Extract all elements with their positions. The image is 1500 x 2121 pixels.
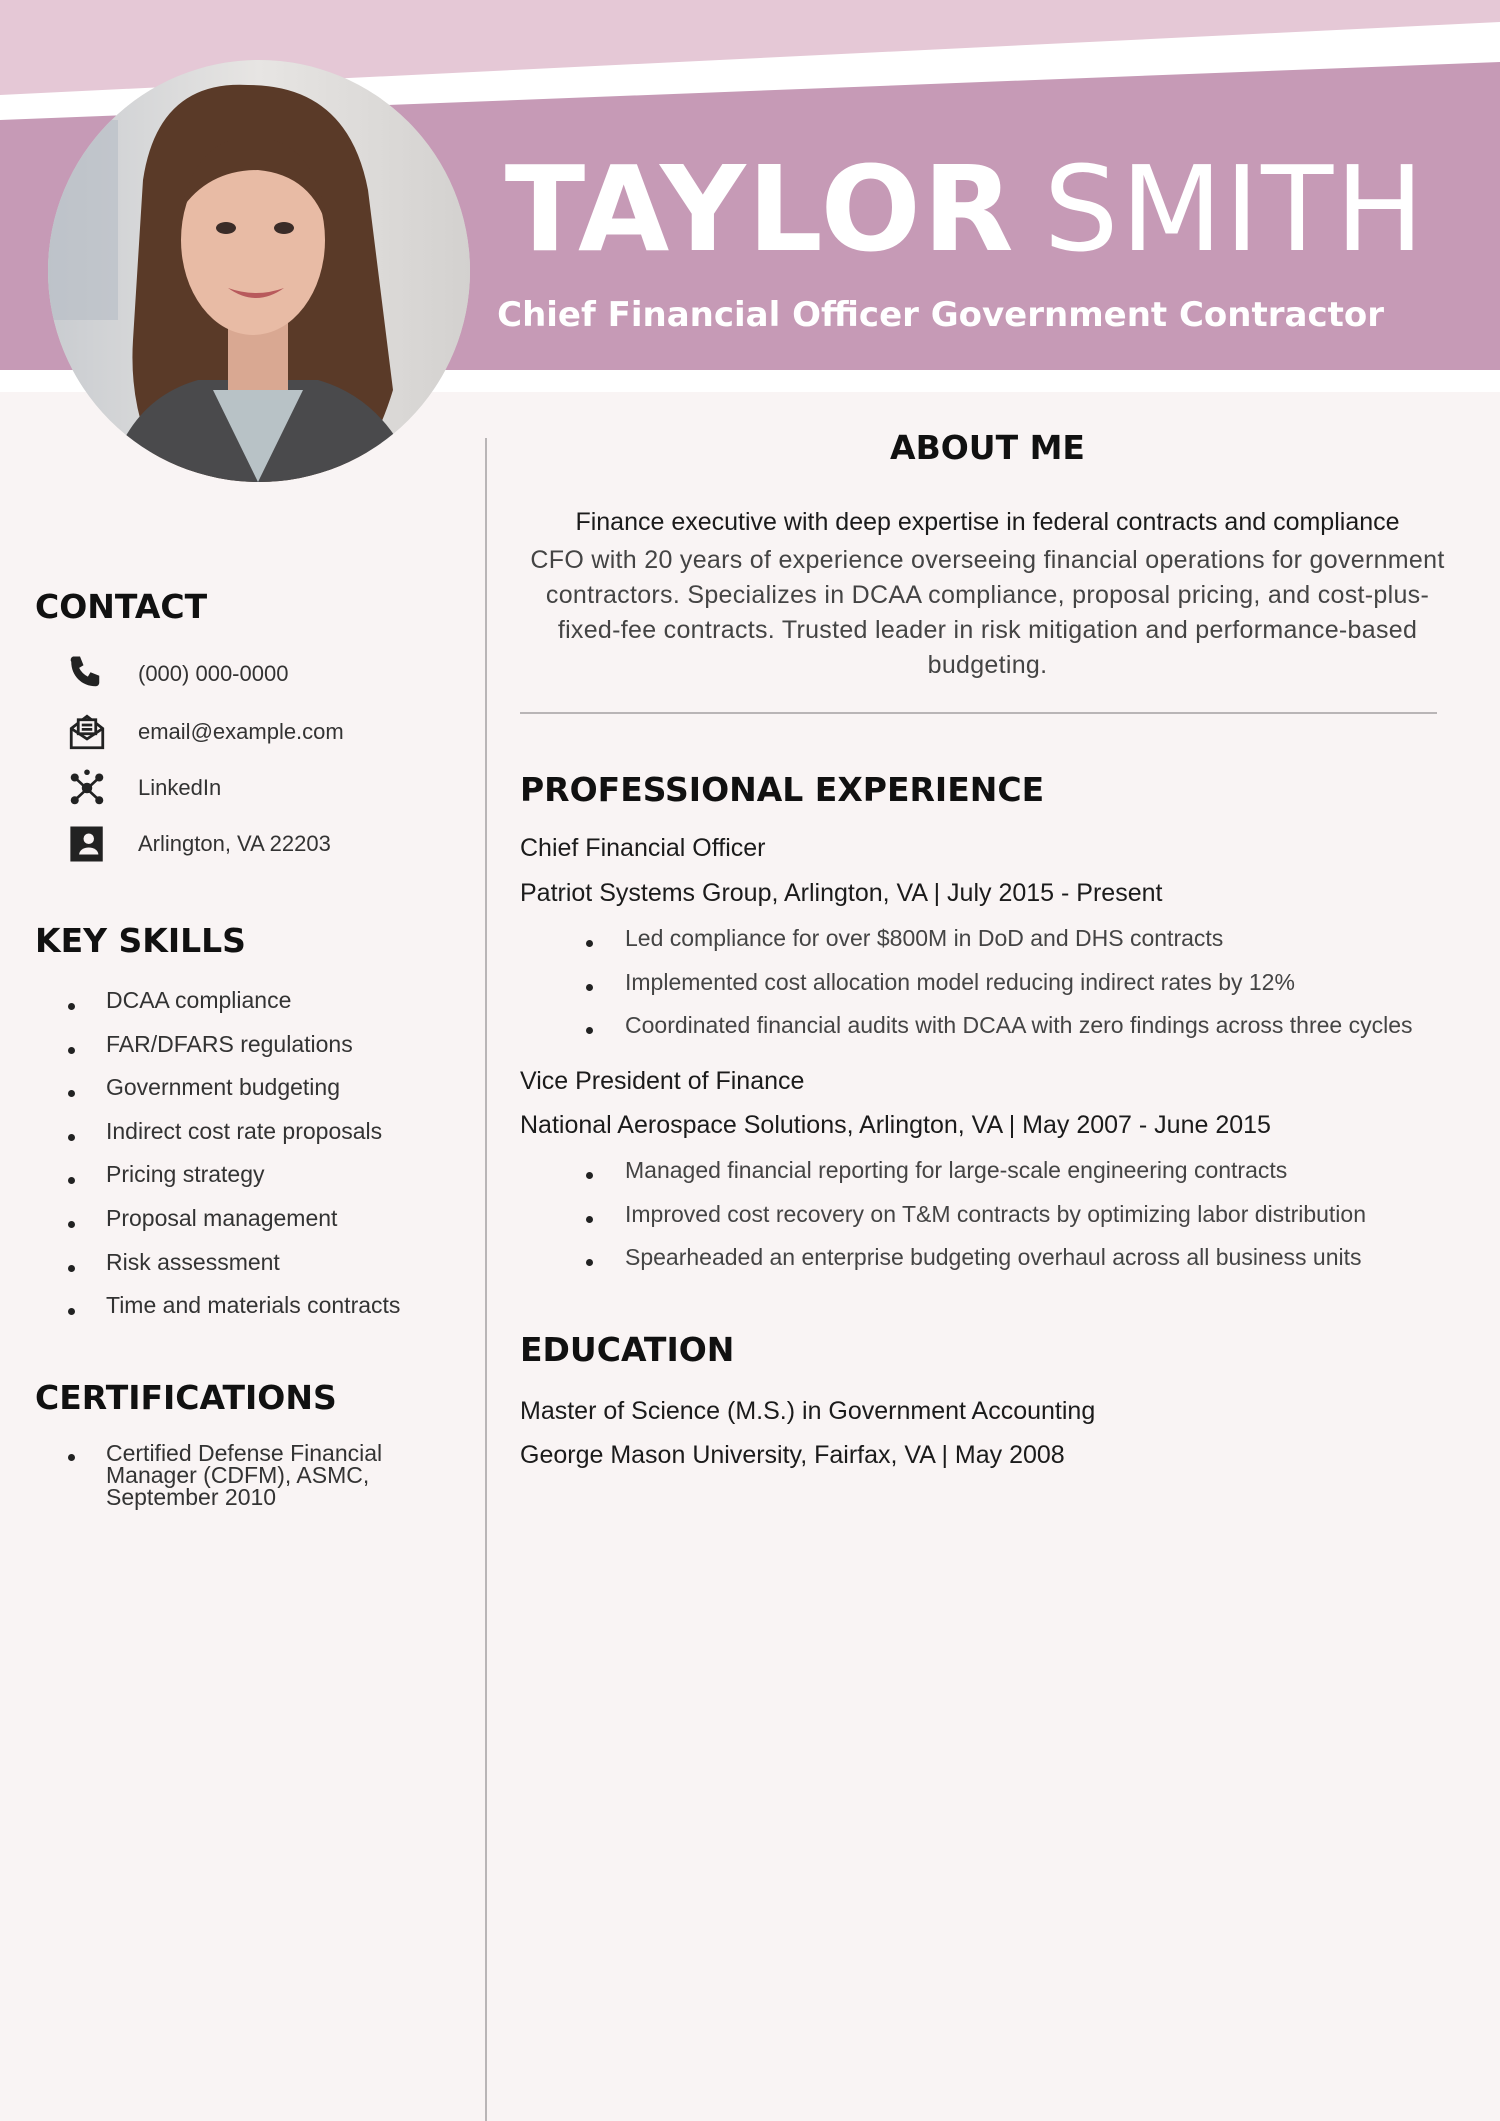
- column-divider: [485, 438, 487, 2121]
- list-item: Managed financial reporting for large-scale engineering contracts: [580, 1158, 1366, 1202]
- list-item: Indirect cost rate proposals: [62, 1119, 400, 1163]
- list-item: FAR/DFARS regulations: [62, 1032, 400, 1076]
- education-heading: EDUCATION: [520, 1330, 735, 1369]
- list-item: DCAA compliance: [62, 988, 400, 1032]
- skills-list: [62, 988, 400, 1337]
- address-book-icon: [64, 822, 110, 866]
- profile-photo: [48, 60, 470, 482]
- certifications-list: [62, 1442, 396, 1508]
- last-name: SMITH: [1043, 140, 1426, 278]
- list-item: Implemented cost allocation model reducing indirect rates by 12%: [580, 970, 1413, 1014]
- list-item: Certified Defense Financial Manager (CDFM), ASMC, September 2010: [62, 1442, 396, 1508]
- contact-linkedin[interactable]: [64, 766, 221, 810]
- contact-address: [64, 822, 331, 866]
- about-heading: ABOUT ME: [890, 428, 1085, 467]
- linkedin-network-icon: [64, 766, 110, 810]
- skills-heading: KEY SKILLS: [35, 921, 246, 960]
- experience-heading: PROFESSIONAL EXPERIENCE: [520, 770, 1045, 809]
- phone-icon: [64, 652, 110, 696]
- list-item: Government budgeting: [62, 1075, 400, 1119]
- job-subtitle: Chief Financial Officer Government Contractor: [497, 295, 1384, 335]
- contact-email: [64, 710, 344, 754]
- job-title: Vice President of Finance: [520, 1067, 805, 1095]
- first-name: TAYLOR: [504, 140, 1016, 278]
- list-item: Coordinated financial audits with DCAA with zero findings across three cycles: [580, 1013, 1413, 1057]
- list-item: Time and materials contracts: [62, 1293, 400, 1337]
- education-school: George Mason University, Fairfax, VA | May 2008: [520, 1441, 1065, 1469]
- job-meta: National Aerospace Solutions, Arlington, VA | May 2007 - June 2015: [520, 1111, 1271, 1139]
- contact-text: Arlington, VA 22203: [138, 831, 331, 856]
- section-divider: [520, 712, 1437, 714]
- contact-text[interactable]: LinkedIn: [138, 775, 222, 800]
- email-icon: [64, 710, 110, 754]
- about-lead: Finance executive with deep expertise in federal contracts and compliance: [575, 508, 1400, 536]
- contact-text: (000) 000-0000: [138, 661, 289, 686]
- certifications-heading: CERTIFICATIONS: [35, 1378, 337, 1417]
- list-item: Led compliance for over $800M in DoD and DHS contracts: [580, 926, 1413, 970]
- job-title: Chief Financial Officer: [520, 834, 766, 862]
- job-bullets: [580, 1158, 1366, 1289]
- list-item: Risk assessment: [62, 1250, 400, 1294]
- contact-phone: [64, 652, 288, 696]
- job-meta: Patriot Systems Group, Arlington, VA | July 2015 - Present: [520, 879, 1163, 907]
- list-item: Pricing strategy: [62, 1162, 400, 1206]
- contact-heading: CONTACT: [35, 587, 208, 626]
- candidate-name: [504, 140, 1426, 278]
- portrait-illustration: [48, 60, 470, 482]
- list-item: Spearheaded an enterprise budgeting overhaul across all business units: [580, 1245, 1366, 1289]
- job-bullets: [580, 926, 1413, 1057]
- list-item: Proposal management: [62, 1206, 400, 1250]
- list-item: Improved cost recovery on T&M contracts by optimizing labor distribution: [580, 1202, 1366, 1246]
- education-degree: Master of Science (M.S.) in Government Accounting: [520, 1397, 1096, 1425]
- about-body: CFO with 20 years of experience overseeing financial operations for government contractors. Specializes in DCAA compliance, proposal pricing, and cost-plus-fixed-fee contracts. Trusted leader in risk mitigation and performance-based budgeting.: [530, 546, 1445, 679]
- contact-text: email@example.com: [138, 719, 344, 744]
